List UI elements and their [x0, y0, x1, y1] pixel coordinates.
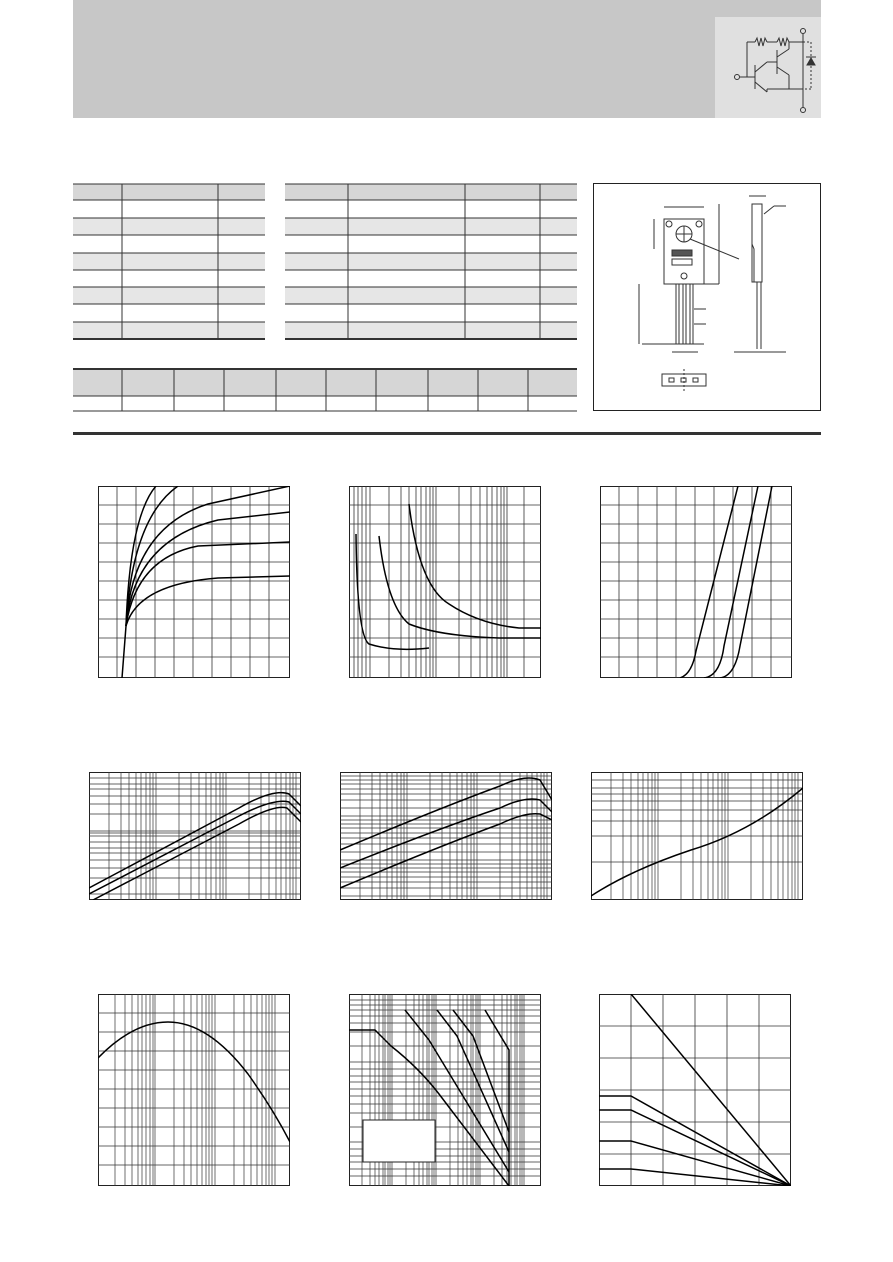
graph-5 — [340, 772, 552, 900]
package-outline-drawing — [593, 183, 821, 411]
spec-table-left — [73, 183, 265, 341]
spec-table-right — [285, 183, 577, 341]
graph-9 — [599, 994, 791, 1186]
graph-4 — [89, 772, 301, 900]
graph-2 — [349, 486, 541, 678]
graph-1 — [98, 486, 290, 678]
graph-3 — [600, 486, 792, 678]
circuit-symbol — [715, 17, 821, 118]
graph-8 — [349, 994, 541, 1186]
graph-7 — [98, 994, 290, 1186]
spec-table-bottom — [73, 368, 577, 414]
header-band — [73, 0, 821, 118]
section-divider — [73, 432, 821, 435]
graph-6 — [591, 772, 803, 900]
